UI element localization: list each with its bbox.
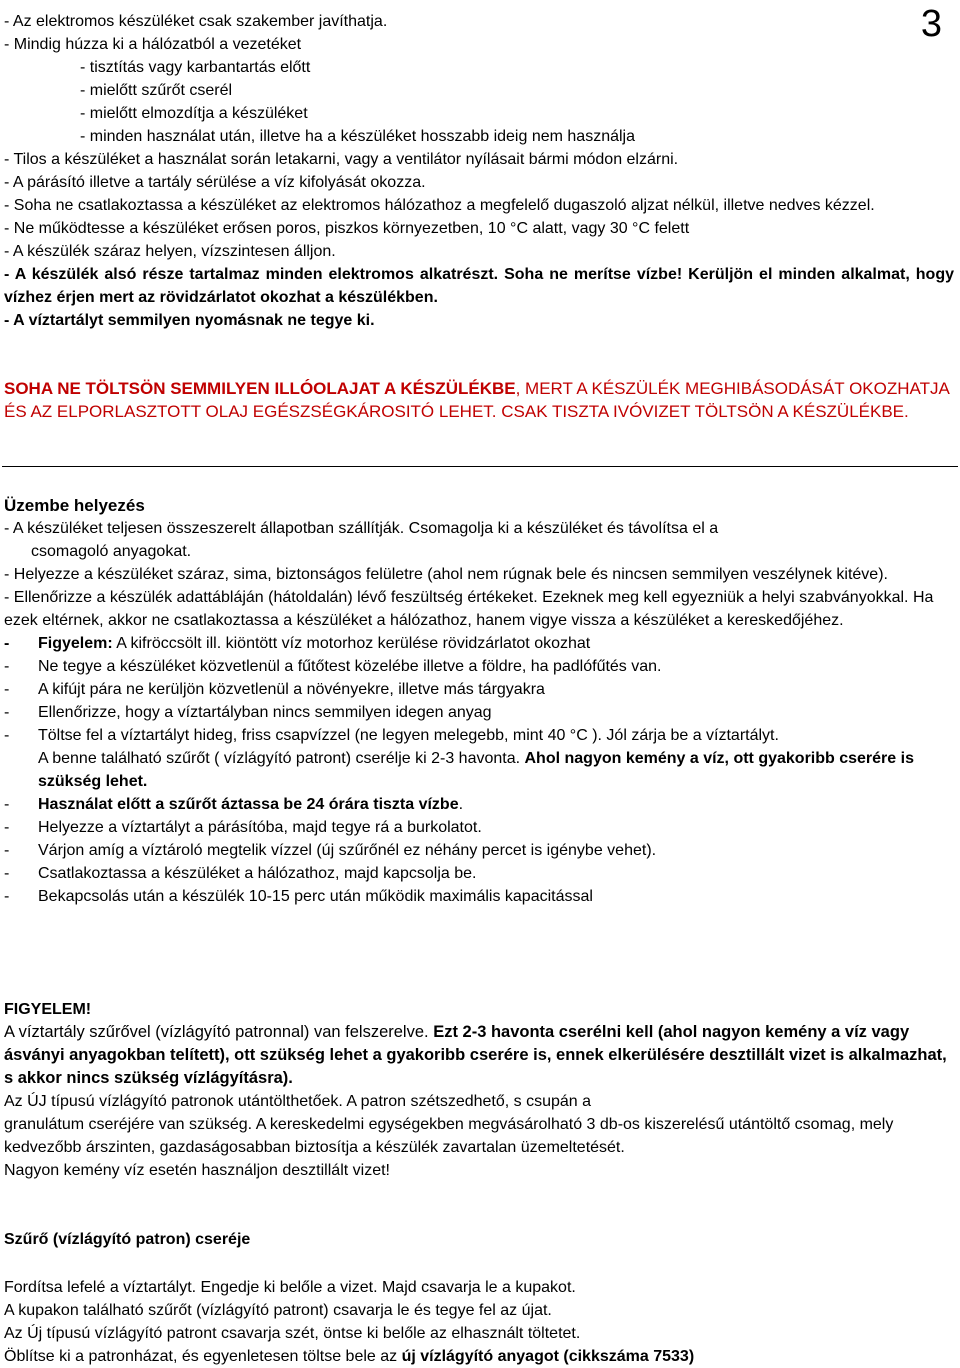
essential-oil-warning-bold: SOHA NE TÖLTSÖN SEMMILYEN ILLÓOLAJAT A KÉSZÜLÉKBE [4, 379, 516, 398]
warning-line: - Soha ne csatlakoztassa a készüléket az elektromos hálózathoz a megfelelő dugaszoló aljzat nélkül, illetve nedves kézzel. [4, 197, 875, 214]
warning-subline: - mielőtt elmozdítja a készüléket [80, 105, 308, 122]
attention-label: Figyelem: [38, 635, 113, 652]
list-dash: - [4, 658, 10, 675]
setup-paragraph: - Ellenőrizze a készülék adattábláján (hátoldalán) lévő feszültség értékeket. Ezeknek meg kell egyezniük a helyi szabványokkal. Ha ezek eltérnek, akkor ne csatlakoztassa a készüléket a hálózathoz, hanem vigye vissza a készüléket a kereskedőjéhez. [4, 589, 934, 629]
setup-section [4, 494, 954, 908]
list-item-text: Ellenőrizze, hogy a víztartályban nincs semmilyen idegen anyag [38, 704, 492, 721]
list-item-text: A kifröccsölt ill. kiöntött víz motorhoz kerülése rövidzárlatot okozhat [112, 635, 591, 652]
warning-line: - Ne működtesse a készüléket erősen poros, piszkos környezetben, 10 °C alatt, vagy 30 °C felett [4, 220, 690, 237]
filter-instruction-bold: Ahol nagyon kemény a víz, ott gyakoribb cserére is szükség lehet. [38, 750, 914, 790]
page-number: 3 [920, 3, 942, 45]
setup-heading: Üzembe helyezés [4, 496, 145, 515]
warning-line: - A készülék száraz helyen, vízszintesen álljon. [4, 243, 336, 260]
warning-bold-line: - A készülék alsó része tartalmaz minden elektromos alkatrészt. Soha ne merítse vízbe! Kerüljön el minden alkalmat, hogy vízhez érjen mert az rövidzárlatot okozhat a készülékben. [4, 266, 954, 306]
filter-change-steps [4, 1276, 954, 1368]
filter-step: A kupakon található szűrőt (vízlágyító patront) csavarja le és tegye fel az újat. [4, 1302, 552, 1319]
filter-instruction: A benne található szűrőt ( vízlágyító patront) cserélje ki 2-3 havonta. [38, 750, 525, 767]
attention-bold-text: Ezt 2-3 havonta cserélni kell (ahol nagyon kemény a víz vagy ásványi anyagokban telített), ott szükség lehet a gyakoribb cserére is, ennek elkerülésére desztillált vizet is alkalmazhat, s akkor nincs szükség vízlágyításra). [4, 1023, 947, 1087]
list-item [4, 678, 954, 701]
hard-water-note: Nagyon kemény víz esetén használjon desztillált vizet! [4, 1162, 390, 1179]
essential-oil-warning [4, 377, 954, 423]
list-item-text: Helyezze a víztartályt a párásítóba, majd tegye rá a burkolatot. [38, 819, 482, 836]
list-item [4, 793, 954, 816]
section-divider [2, 466, 958, 467]
warning-subline: - minden használat után, illetve ha a készüléket hosszabb ideig nem használja [80, 128, 635, 145]
filter-change-heading: Szűrő (vízlágyító patron) cseréje [4, 1231, 251, 1248]
warning-subline: - tisztítás vagy karbantartás előtt [80, 59, 311, 76]
essential-oil-warning-text: , MERT A KÉSZÜLÉK MEGHIBÁSODÁSÁT OKOZHATJA ÉS AZ ELPORLASZTOTT OLAJ EGÉSZSÉGKÁROSITÓ LEHET. CSAK TISZTA IVÓVIZET TÖLTSÖN A KÉSZÜLÉKBE. [4, 379, 949, 421]
filter-step: Fordítsa lefelé a víztartályt. Engedje ki belőle a vizet. Majd csavarja le a kupakot. [4, 1279, 576, 1296]
warning-line: - Az elektromos készüléket csak szakember javíthatja. [4, 13, 388, 30]
list-item [4, 701, 954, 724]
filter-step: Az Új típusú vízlágyító patront csavarja szét, öntse ki belőle az elhasznált töltetet. [4, 1325, 581, 1342]
list-item [4, 816, 954, 839]
soak-instruction: Használat előtt a szűrőt áztassa be 24 órára tiszta vízbe [38, 796, 459, 813]
warning-line: - Tilos a készüléket a használat során letakarni, vagy a ventilátor nyílásait bármi módon elzárni. [4, 151, 679, 168]
filter-change-section [4, 1228, 954, 1251]
attention-text: A víztartály szűrővel (vízlágyító patronnal) van felszerelve. [4, 1023, 434, 1041]
filter-step-bold: új vízlágyító anyagot (cikkszáma 7533) [401, 1348, 695, 1365]
warning-bold-line: - A víztartályt semmilyen nyomásnak ne tegye ki. [4, 312, 375, 329]
list-item-text: Csatlakoztassa a készüléket a hálózathoz, majd kapcsolja be. [38, 865, 477, 882]
list-dash: - [4, 819, 10, 836]
refill-paragraph-line: Az ÚJ típusú vízlágyító patronok utántölthetőek. A patron szétszedhető, s csupán a [4, 1093, 592, 1110]
attention-section [4, 998, 954, 1182]
filter-step [4, 1345, 954, 1368]
list-dash: - [4, 727, 10, 744]
list-dash: - [4, 681, 10, 698]
list-dash: - [4, 865, 10, 882]
list-dash: - [4, 842, 10, 859]
list-item [4, 839, 954, 862]
attention-paragraph [4, 1021, 954, 1090]
list-dash: - [4, 704, 10, 721]
setup-paragraph: csomagoló anyagokat. [31, 543, 192, 560]
list-item-text: A kifújt pára ne kerüljön közvetlenül a növényekre, illetve más tárgyakra [38, 681, 545, 698]
refill-paragraph: granulátum cseréjére van szükség. A kereskedelmi egységekben megvásárolható 3 db-os kiszerelésű utántöltő csomag, mely kedvezőbb árszinten, gazdaságosabban biztosítja a készülék zavartalan üzemeltetését. [4, 1116, 894, 1156]
fill-instruction: Töltse fel a víztartályt hideg, friss csapvízzel (ne legyen melegebb, mint 40 °C ). Jól zárja be a víztartályt. [38, 727, 779, 744]
list-item-text: Ne tegye a készüléket közvetlenül a fűtőtest közelébe illetve a földre, ha padlófűtés van. [38, 658, 662, 675]
list-dash: - [4, 635, 10, 652]
list-item [4, 655, 954, 678]
warning-line: - A párásító illetve a tartály sérülése a víz kifolyását okozza. [4, 174, 426, 191]
attention-heading: FIGYELEM! [4, 1001, 92, 1018]
list-item [4, 632, 954, 655]
safety-warnings [4, 10, 954, 332]
warning-subline: - mielőtt szűrőt cserél [80, 82, 233, 99]
list-item-text: Várjon amíg a víztároló megtelik vízzel (új szűrőnél ez néhány percet is igénybe vehet). [38, 842, 657, 859]
setup-paragraph: - A készüléket teljesen összeszerelt állapotban szállítják. Csomagolja ki a készüléket és távolítsa el a [4, 520, 719, 537]
list-item [4, 724, 954, 793]
list-item [4, 862, 954, 885]
list-dash: - [4, 796, 10, 813]
list-item [4, 885, 954, 908]
filter-step-text: Öblítse ki a patronházat, és egyenletesen töltse bele az [4, 1348, 402, 1365]
soak-instruction-end: . [458, 796, 464, 813]
setup-paragraph: - Helyezze a készüléket száraz, sima, biztonságos felületre (ahol nem rúgnak bele és nincsen semmilyen veszélynek kitéve). [4, 566, 888, 583]
warning-line: - Mindig húzza ki a hálózatból a vezetéket [4, 36, 302, 53]
list-item-text: Bekapcsolás után a készülék 10-15 perc után működik maximális kapacitással [38, 888, 593, 905]
list-dash: - [4, 888, 10, 905]
